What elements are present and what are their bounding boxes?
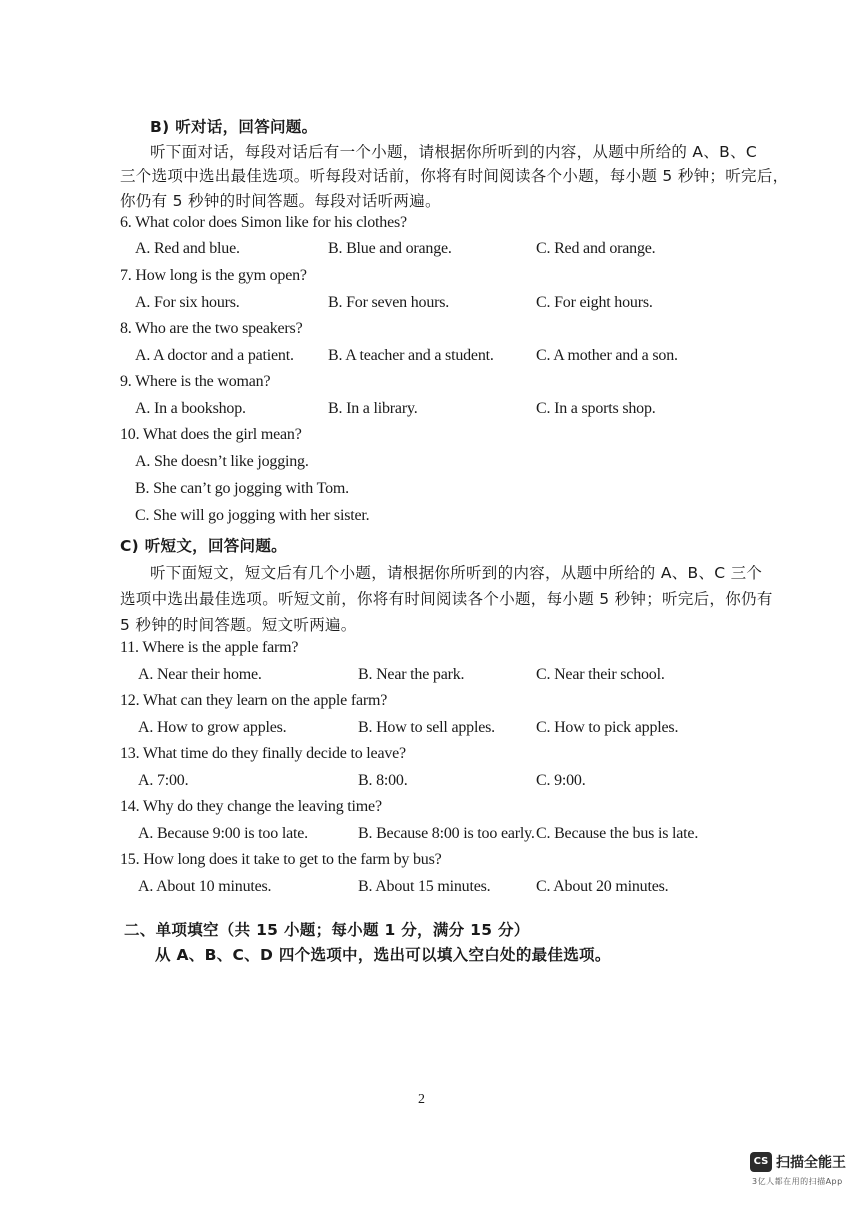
section-b-heading: B) 听对话，回答问题。 (150, 118, 318, 136)
q7-option-a: A. For six hours. (135, 294, 240, 311)
question-11: 11. Where is the apple farm? (120, 639, 299, 656)
question-7: 7. How long is the gym open? (120, 267, 307, 284)
q13-option-a: A. 7:00. (138, 772, 189, 789)
q9-option-c: C. In a sports shop. (536, 400, 656, 417)
q14-option-b: B. Because 8:00 is too early. (358, 825, 535, 842)
question-10: 10. What does the girl mean? (120, 426, 302, 443)
scanner-watermark (750, 1150, 858, 1218)
part-2-instruction: 从 A、B、C、D 四个选项中，选出可以填入空白处的最佳选项。 (155, 946, 611, 964)
q11-option-a: A. Near their home. (138, 666, 262, 683)
q13-option-b: B. 8:00. (358, 772, 408, 789)
q14-option-a: A. Because 9:00 is too late. (138, 825, 308, 842)
q7-option-b: B. For seven hours. (328, 294, 450, 311)
section-c-instruction-3: 5 秒钟的时间答题。短文听两遍。 (120, 616, 357, 634)
q15-option-b: B. About 15 minutes. (358, 878, 491, 895)
q8-option-b: B. A teacher and a student. (328, 347, 494, 364)
q9-option-b: B. In a library. (328, 400, 418, 417)
watermark-subtitle: 3亿人都在用的扫描App (752, 1177, 843, 1186)
q6-option-a: A. Red and blue. (135, 240, 240, 257)
section-b-instruction-2: 三个选项中选出最佳选项。听每段对话前，你将有时间阅读各个小题，每小题 5 秒钟；听完后， (120, 167, 789, 185)
q15-option-c: C. About 20 minutes. (536, 878, 669, 895)
q12-option-c: C. How to pick apples. (536, 719, 679, 736)
camscanner-logo-icon: CS (750, 1152, 772, 1172)
q10-option-c: C. She will go jogging with her sister. (135, 507, 370, 524)
q15-option-a: A. About 10 minutes. (138, 878, 272, 895)
q10-option-b: B. She can’t go jogging with Tom. (135, 480, 349, 497)
section-c-instruction-1: 听下面短文，短文后有几个小题，请根据你所听到的内容，从题中所给的 A、B、C 三个 (150, 564, 763, 582)
question-13: 13. What time do they finally decide to leave? (120, 745, 406, 762)
q10-option-a: A. She doesn’t like jogging. (135, 453, 309, 470)
section-c-instruction-2: 选项中选出最佳选项。听短文前，你将有时间阅读各个小题，每小题 5 秒钟；听完后，你仍有 (120, 590, 773, 608)
watermark-title: 扫描全能王 (776, 1155, 846, 1171)
section-b-instruction-1: 听下面对话，每段对话后有一个小题，请根据你所听到的内容，从题中所给的 A、B、C (150, 143, 757, 161)
q12-option-a: A. How to grow apples. (138, 719, 287, 736)
question-8: 8. Who are the two speakers? (120, 320, 303, 337)
q7-option-c: C. For eight hours. (536, 294, 653, 311)
q11-option-c: C. Near their school. (536, 666, 665, 683)
section-c-heading: C) 听短文，回答问题。 (120, 537, 287, 555)
q6-option-c: C. Red and orange. (536, 240, 656, 257)
question-12: 12. What can they learn on the apple farm? (120, 692, 388, 709)
q8-option-a: A. A doctor and a patient. (135, 347, 294, 364)
part-2-heading: 二、单项填空（共 15 小题；每小题 1 分，满分 15 分） (124, 921, 530, 939)
q14-option-c: C. Because the bus is late. (536, 825, 699, 842)
q13-option-c: C. 9:00. (536, 772, 586, 789)
question-14: 14. Why do they change the leaving time? (120, 798, 382, 815)
question-15: 15. How long does it take to get to the farm by bus? (120, 851, 442, 868)
q9-option-a: A. In a bookshop. (135, 400, 246, 417)
q12-option-b: B. How to sell apples. (358, 719, 495, 736)
q11-option-b: B. Near the park. (358, 666, 465, 683)
q6-option-b: B. Blue and orange. (328, 240, 452, 257)
question-9: 9. Where is the woman? (120, 373, 271, 390)
section-b-instruction-3: 你仍有 5 秒钟的时间答题。每段对话听两遍。 (120, 192, 441, 210)
question-6: 6. What color does Simon like for his clothes? (120, 214, 407, 231)
q8-option-c: C. A mother and a son. (536, 347, 678, 364)
page-number: 2 (418, 1092, 425, 1107)
